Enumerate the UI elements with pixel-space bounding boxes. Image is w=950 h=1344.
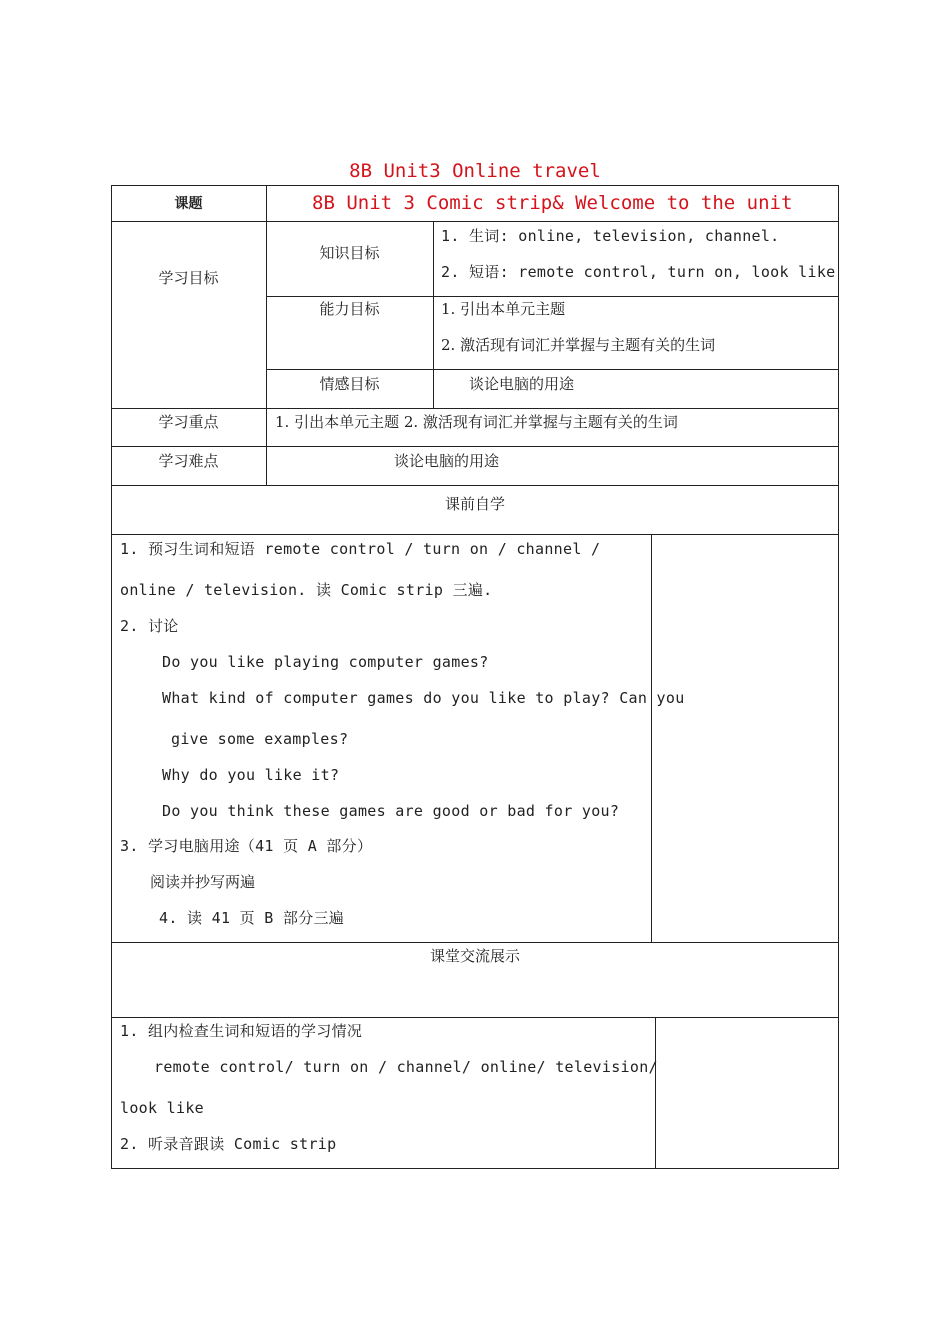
classroom-line: 1. 组内检查生词和短语的学习情况 bbox=[120, 1022, 363, 1040]
preview-line: 4. 读 41 页 B 部分三遍 bbox=[159, 909, 345, 927]
preview-line: 3. 学习电脑用途（41 页 A 部分） bbox=[120, 837, 373, 855]
classroom-section-header: 课堂交流展示 bbox=[429, 947, 520, 965]
table-divider bbox=[266, 296, 839, 297]
document-title: 8B Unit3 Online travel bbox=[349, 160, 601, 182]
difficulty-value: 谈论电脑的用途 bbox=[394, 452, 500, 470]
knowledge-goal-label: 知识目标 bbox=[319, 244, 380, 262]
emotion-goal-label: 情感目标 bbox=[319, 375, 380, 393]
classroom-line: remote control/ turn on / channel/ online/ television/ bbox=[154, 1058, 658, 1076]
preview-line: give some examples? bbox=[171, 730, 349, 748]
preview-line: 1. 预习生词和短语 remote control / turn on / channel / bbox=[120, 540, 601, 558]
ability-goal-label: 能力目标 bbox=[319, 300, 380, 318]
classroom-divider bbox=[655, 1017, 656, 1169]
ability-item: 1. 引出本单元主题 bbox=[441, 300, 566, 318]
preview-line: What kind of computer games do you like to play? Can you bbox=[162, 689, 685, 707]
preview-line: Do you like playing computer games? bbox=[162, 653, 489, 671]
knowledge-item: 2. 短语: remote control, turn on, look like bbox=[441, 263, 836, 281]
focus-value: 1. 引出本单元主题 2. 激活现有词汇并掌握与主题有关的生词 bbox=[275, 413, 678, 431]
emotion-goal-value: 谈论电脑的用途 bbox=[469, 375, 575, 393]
table-divider bbox=[111, 446, 839, 447]
table-divider bbox=[266, 369, 839, 370]
topic-label: 课题 bbox=[174, 196, 203, 212]
table-divider bbox=[111, 221, 839, 222]
preview-line: Do you think these games are good or bad for you? bbox=[162, 802, 620, 820]
table-divider bbox=[266, 185, 267, 485]
classroom-line: 2. 听录音跟读 Comic strip bbox=[120, 1135, 337, 1153]
classroom-line: look like bbox=[120, 1099, 204, 1117]
preview-line: 2. 讨论 bbox=[120, 617, 179, 635]
knowledge-item: 1. 生词: online, television, channel. bbox=[441, 227, 780, 245]
table-divider bbox=[111, 408, 839, 409]
preview-line: online / television. 读 Comic strip 三遍. bbox=[120, 581, 493, 599]
focus-label: 学习重点 bbox=[158, 413, 219, 431]
topic-value: 8B Unit 3 Comic strip& Welcome to the unit bbox=[312, 192, 793, 214]
table-divider bbox=[433, 221, 434, 408]
preview-line: Why do you like it? bbox=[162, 766, 340, 784]
table-divider bbox=[111, 485, 839, 486]
preview-line: 阅读并抄写两遍 bbox=[150, 873, 256, 891]
preview-divider bbox=[651, 534, 652, 943]
goals-label: 学习目标 bbox=[158, 269, 219, 287]
preview-section-header: 课前自学 bbox=[444, 495, 505, 513]
ability-item: 2. 激活现有词汇并掌握与主题有关的生词 bbox=[441, 336, 716, 354]
difficulty-label: 学习难点 bbox=[158, 452, 219, 470]
